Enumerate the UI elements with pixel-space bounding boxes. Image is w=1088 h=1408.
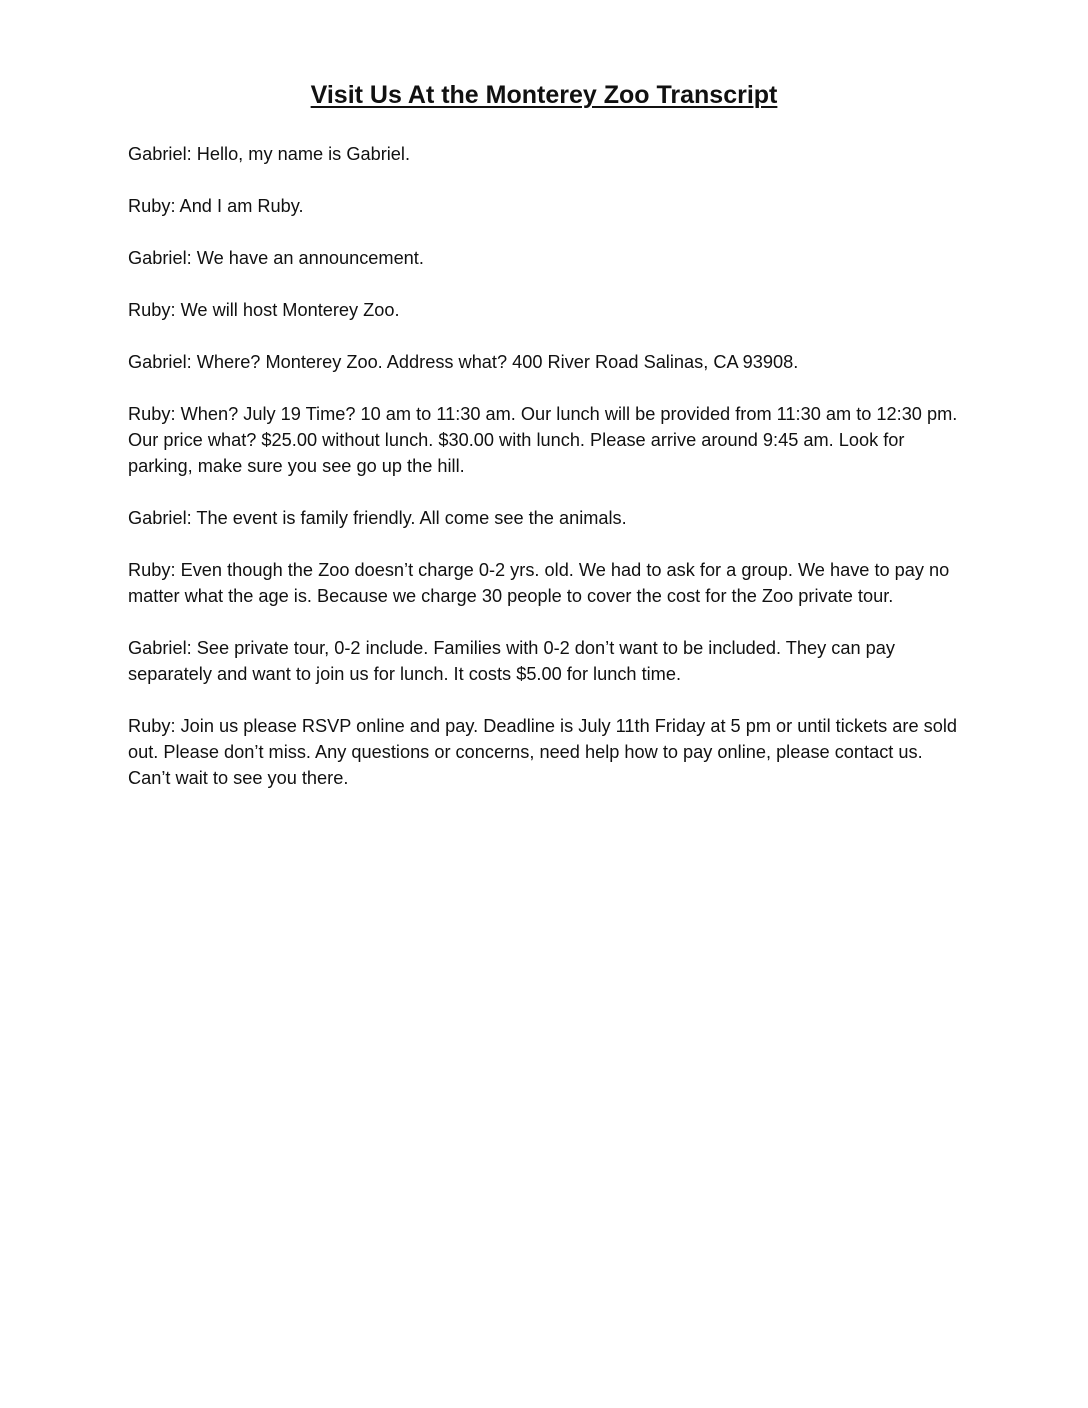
transcript-line: Gabriel: Where? Monterey Zoo. Address what? 400 River Road Salinas, CA 93908.: [128, 352, 799, 372]
transcript-line: Gabriel: Hello, my name is Gabriel.: [128, 144, 411, 164]
transcript-line: Gabriel: See private tour, 0-2 include. Families with 0-2 don’t want to be included. They can pay separately and want to join us for lunch. It costs $5.00 for lunch time.: [128, 638, 895, 684]
transcript-line: Gabriel: We have an announcement.: [128, 248, 424, 268]
transcript-line: Ruby: When? July 19 Time? 10 am to 11:30 am. Our lunch will be provided from 11:30 am to 12:30 pm. Our price what? $25.00 without lunch. $30.00 with lunch. Please arrive around 9:45 am. Look for parking, make sure you see go up the hill.: [128, 404, 958, 476]
transcript-body: [128, 141, 968, 817]
transcript-line: Ruby: Even though the Zoo doesn’t charge 0-2 yrs. old. We had to ask for a group. We have to pay no matter what the age is. Because we charge 30 people to cover the cost for the Zoo private tour.: [128, 560, 950, 606]
document-title: Visit Us At the Monterey Zoo Transcript: [310, 81, 778, 109]
transcript-line: Gabriel: The event is family friendly. All come see the animals.: [128, 508, 627, 528]
transcript-line: Ruby: And I am Ruby.: [128, 196, 304, 216]
transcript-line: Ruby: We will host Monterey Zoo.: [128, 300, 400, 320]
transcript-line: Ruby: Join us please RSVP online and pay. Deadline is July 11th Friday at 5 pm or until tickets are sold out. Please don’t miss. Any questions or concerns, need help how to pay online, please contact us. Can’t wait to see you there.: [128, 716, 957, 788]
